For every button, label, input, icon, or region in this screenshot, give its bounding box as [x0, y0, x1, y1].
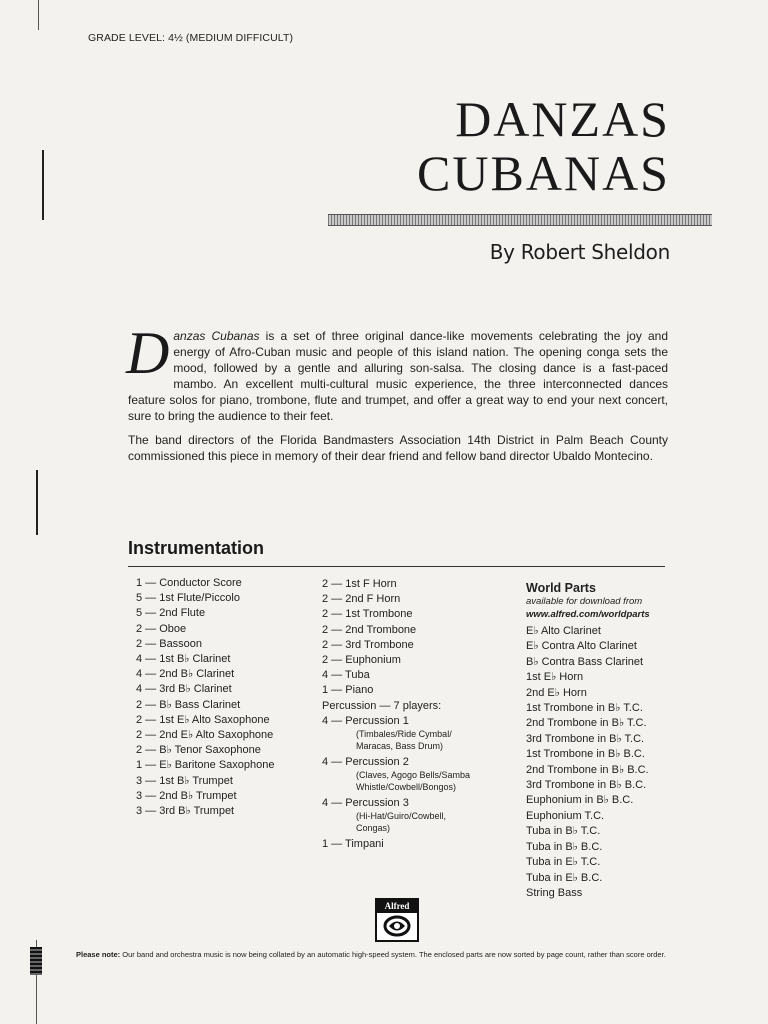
registration-mark [30, 947, 42, 975]
world-part-item: Tuba in B♭ T.C. [526, 825, 601, 838]
instrument-item: 4 — 2nd B♭ Clarinet [136, 668, 235, 681]
instrument-item: 3 — 3rd B♭ Trumpet [136, 805, 235, 818]
world-part-item: 2nd E♭ Horn [526, 686, 587, 699]
footer-note [76, 950, 726, 959]
instrumentation-rule [128, 566, 665, 567]
publisher-logo [375, 898, 419, 942]
title-rule [328, 214, 712, 226]
instrument-item: 4 — 1st B♭ Clarinet [136, 653, 231, 666]
world-parts-title: World Parts [526, 581, 596, 595]
world-part-item: 1st Trombone in B♭ T.C. [526, 702, 643, 715]
world-parts-url: www.alfred.com/worldparts [526, 609, 650, 620]
instrument-column-2 [322, 577, 470, 853]
piece-title [417, 92, 670, 200]
composer-byline: By Robert Sheldon [489, 240, 670, 264]
world-part-item: Euphonium in B♭ B.C. [526, 794, 634, 807]
instrument-item: 4 — Percussion 2 [322, 756, 409, 769]
scan-edge-line [42, 150, 44, 220]
world-parts-note: available for download from [526, 596, 643, 607]
instrument-item: 3 — 2nd B♭ Trumpet [136, 789, 237, 802]
instrument-item: 1 — Timpani [322, 838, 384, 851]
title-line-2: CUBANAS [417, 145, 670, 201]
percussion-detail: (Hi-Hat/Guiro/Cowbell, [356, 811, 447, 822]
instrument-item: 5 — 1st Flute/Piccolo [136, 592, 240, 605]
title-line-1: DANZAS [455, 91, 670, 147]
world-part-item: 2nd Trombone in B♭ B.C. [526, 763, 649, 776]
world-part-item: Tuba in B♭ B.C. [526, 840, 603, 853]
grade-level: GRADE LEVEL: 4½ (MEDIUM DIFFICULT) [88, 32, 294, 44]
world-part-item: E♭ Alto Clarinet [526, 625, 601, 637]
percussion-detail: Maracas, Bass Drum) [356, 740, 444, 751]
instrument-column-1 [136, 576, 275, 819]
instrument-item: 1 — Conductor Score [136, 577, 242, 589]
percussion-detail: Congas) [356, 822, 391, 833]
footer-label: Please note: [76, 950, 121, 959]
description-paragraph-1 [126, 320, 669, 424]
world-parts-column [526, 580, 650, 901]
world-part-item: B♭ Contra Bass Clarinet [526, 655, 644, 668]
description [126, 320, 669, 472]
scan-edge-line [36, 470, 38, 535]
percussion-detail: Whistle/Cowbell/Bongos) [356, 781, 457, 792]
instrument-item: 1 — Piano [322, 684, 374, 697]
percussion-detail: (Claves, Agogo Bells/Samba [356, 770, 471, 781]
drop-cap: D [126, 320, 170, 386]
description-paragraph-2: The band directors of the Florida Bandmasters Association 14th District in Palm Beach County commissioned this piece in memory of their dear friend and fellow band director Ubaldo Montecino. [128, 433, 668, 463]
instrument-item: 2 — 1st Trombone [322, 608, 413, 621]
instrumentation-heading: Instrumentation [128, 538, 265, 558]
percussion-detail: (Timbales/Ride Cymbal/ [356, 729, 452, 740]
instrument-item: 2 — 1st F Horn [322, 578, 397, 590]
instrument-item: 3 — 1st B♭ Trumpet [136, 774, 233, 787]
instrument-item: 2 — B♭ Tenor Saxophone [136, 744, 261, 757]
logo-emblem-icon [383, 915, 411, 937]
world-part-item: 3rd Trombone in B♭ B.C. [526, 779, 647, 792]
world-part-item: 2nd Trombone in B♭ T.C. [526, 717, 647, 730]
instrument-item: 2 — Euphonium [322, 654, 401, 667]
percussion-heading: Percussion — 7 players: [322, 699, 442, 712]
world-part-item: 1st E♭ Horn [526, 671, 584, 684]
instrument-item: 5 — 2nd Flute [136, 607, 206, 620]
instrument-item: 2 — 2nd E♭ Alto Saxophone [136, 729, 274, 742]
instrument-item: 2 — 1st E♭ Alto Saxophone [136, 713, 270, 726]
world-part-item: Tuba in E♭ T.C. [526, 856, 601, 869]
scan-edge-line [38, 0, 39, 30]
world-part-item: 1st Trombone in B♭ B.C. [526, 748, 645, 761]
world-part-item: String Bass [526, 886, 583, 899]
logo-text: Alfred [377, 900, 417, 913]
instrument-item: 2 — 2nd Trombone [322, 623, 417, 636]
title-italic: anzas Cubanas [173, 329, 260, 343]
world-part-item: E♭ Contra Alto Clarinet [526, 640, 637, 653]
instrument-item: 2 — Bassoon [136, 637, 203, 650]
instrument-item: 4 — 3rd B♭ Clarinet [136, 683, 232, 696]
paragraph-text: is a set of three original dance-like movements celebrating the joy and energy of Afro-Cuban music and people of this island nation. The opening conga sets the mood, followed by a gentle and alluring son-salsa. The closing dance is a fast-paced mambo. An excellent multi-cultural music experience, the three interconnected dances feature solos for piano, trombone, flute and trumpet, and offer a great way to end your next concert, sure to bring the audience to their feet. [128, 329, 669, 423]
instrument-item: 2 — B♭ Bass Clarinet [136, 698, 241, 711]
world-part-item: Tuba in E♭ B.C. [526, 871, 603, 884]
instrument-item: 1 — E♭ Baritone Saxophone [136, 759, 275, 772]
world-part-item: Euphonium T.C. [526, 809, 605, 822]
instrument-item: 4 — Percussion 3 [322, 797, 409, 810]
instrument-item: 2 — 3rd Trombone [322, 638, 414, 651]
instrument-item: 2 — 2nd F Horn [322, 593, 401, 606]
world-part-item: 3rd Trombone in B♭ T.C. [526, 732, 645, 745]
instrument-item: 4 — Tuba [322, 669, 370, 682]
footer-text: Our band and orchestra music is now being collated by an automatic high-speed system. The enclosed parts are now sorted by page count, rather than score order. [120, 950, 666, 959]
instrument-item: 2 — Oboe [136, 622, 187, 635]
instrument-item: 4 — Percussion 1 [322, 714, 409, 727]
